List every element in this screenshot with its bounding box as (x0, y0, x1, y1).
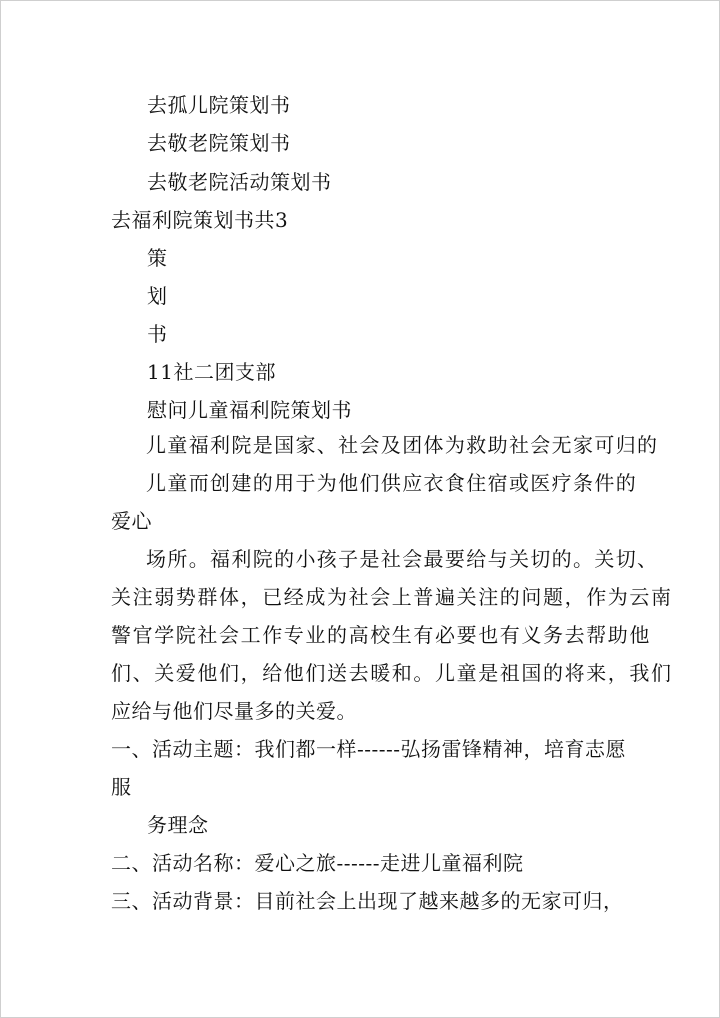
text-line: 11社二团支部 (147, 360, 276, 384)
text-line: 关注弱势群体，已经成为社会上普遍关注的问题，作为云南 (111, 585, 673, 609)
text-line: 划 (147, 284, 168, 308)
text-line: 去福利院策划书共3 (111, 208, 289, 232)
text-line: 儿童福利院是国家、社会及团体为救助社会无家可归的 (146, 433, 659, 457)
text-line: 服 (111, 775, 132, 799)
text-line: 应给与他们尽量多的关爱。 (111, 699, 357, 723)
text-line: 书 (147, 322, 168, 346)
text-line: 一、活动主题：我们都一样------弘扬雷锋精神，培育志愿 (111, 737, 627, 761)
text-line: 去敬老院策划书 (147, 131, 291, 155)
text-line: 务理念 (147, 813, 209, 837)
text-line: 儿童而创建的用于为他们供应衣食住宿或医疗条件的 (146, 471, 638, 495)
text-line: 爱心 (111, 509, 152, 533)
text-line: 慰问儿童福利院策划书 (147, 398, 352, 422)
text-line: 警官学院社会工作专业的高校生有必要也有义务去帮助他 (111, 623, 651, 647)
text-line: 场所。福利院的小孩子是社会最要给与关切的。关切、 (146, 547, 659, 571)
text-line: 去敬老院活动策划书 (147, 170, 332, 194)
text-line: 策 (147, 246, 168, 270)
text-line: 去孤儿院策划书 (147, 93, 291, 117)
text-line: 们、关爱他们，给他们送去暖和。儿童是祖国的将来，我们 (111, 661, 673, 685)
text-line: 二、活动名称：爱心之旅------走进儿童福利院 (111, 851, 524, 875)
text-line: 三、活动背景：目前社会上出现了越来越多的无家可归， (111, 889, 624, 913)
